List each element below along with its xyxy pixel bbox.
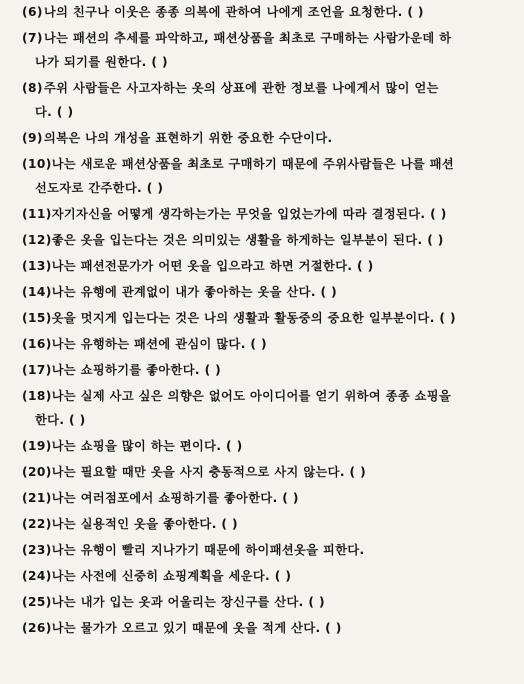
question-text: 나는 실제 사고 싶은 의향은 없어도 아이디어를 얻기 위하여 종종 쇼핑을 <box>51 389 452 403</box>
question-number: (22) <box>22 517 52 531</box>
question-text: 한다. ( ) <box>35 413 86 427</box>
question-number: (7) <box>22 31 43 45</box>
question-item <box>22 132 510 145</box>
question-line <box>22 208 510 221</box>
question-item <box>22 570 510 583</box>
question-number: (8) <box>22 81 43 95</box>
question-item <box>22 466 510 479</box>
question-line <box>22 622 510 635</box>
question-line <box>22 570 510 583</box>
question-text: 나는 새로운 패션상품을 최초로 구매하기 때문에 주위사람들은 나를 패션 <box>51 157 455 171</box>
question-number: (23) <box>22 543 52 557</box>
question-item <box>22 440 510 453</box>
question-text: 나의 친구나 이웃은 종종 의복에 관하여 나에게 조언을 요청한다. ( ) <box>44 5 424 19</box>
question-number: (13) <box>22 259 52 273</box>
question-line <box>22 234 510 247</box>
question-text: 나는 유행에 관계없이 내가 좋아하는 옷을 산다. ( ) <box>51 285 338 299</box>
question-line <box>22 32 510 45</box>
question-line <box>22 260 510 273</box>
question-line <box>22 158 510 171</box>
question-number: (21) <box>22 491 52 505</box>
question-text: 다. ( ) <box>35 105 74 119</box>
question-line <box>22 82 510 95</box>
question-line <box>22 132 510 145</box>
question-line <box>22 466 510 479</box>
question-number: (24) <box>22 569 52 583</box>
question-line <box>22 440 510 453</box>
question-item <box>22 622 510 635</box>
question-line <box>22 286 510 299</box>
question-item <box>22 312 510 325</box>
question-number: (17) <box>22 363 52 377</box>
question-item <box>22 208 510 221</box>
question-number: (15) <box>22 311 52 325</box>
question-item <box>22 260 510 273</box>
question-text: 나는 패션전문가가 어떤 옷을 입으라고 하면 거절한다. ( ) <box>51 259 374 273</box>
question-number: (20) <box>22 465 52 479</box>
question-text: 나는 유행하는 패션에 관심이 많다. ( ) <box>51 337 267 351</box>
question-continuation-line <box>22 56 510 69</box>
question-text: 선도자로 간주한다. ( ) <box>35 181 164 195</box>
question-text: 나는 물가가 오르고 있기 때문에 옷을 적게 산다. ( ) <box>51 621 342 635</box>
question-line <box>22 6 510 19</box>
question-continuation-line <box>22 106 510 119</box>
question-line <box>22 312 510 325</box>
question-item <box>22 492 510 505</box>
question-number: (16) <box>22 337 52 351</box>
question-line <box>22 364 510 377</box>
question-number: (10) <box>22 157 52 171</box>
question-line <box>22 544 510 557</box>
question-number: (26) <box>22 621 52 635</box>
question-text: 나는 내가 입는 옷과 어울리는 장신구를 산다. ( ) <box>51 595 325 609</box>
question-number: (9) <box>22 131 43 145</box>
question-number: (25) <box>22 595 52 609</box>
question-text: 나는 필요할 때만 옷을 사지 충동적으로 사지 않는다. ( ) <box>51 465 367 479</box>
question-number: (12) <box>22 233 52 247</box>
question-text: 나는 실용적인 옷을 좋아한다. ( ) <box>51 517 238 531</box>
question-text: 주위 사람들은 사고자하는 옷의 상표에 관한 정보를 나에게서 많이 얻는 <box>44 81 439 95</box>
question-continuation-line <box>22 414 510 427</box>
question-item <box>22 286 510 299</box>
question-number: (11) <box>22 207 52 221</box>
question-text: 옷을 멋지게 입는다는 것은 나의 생활과 활동중의 중요한 일부분이다. ( ) <box>51 311 456 325</box>
question-text: 나는 여러점포에서 쇼핑하기를 좋아한다. ( ) <box>51 491 299 505</box>
question-line <box>22 492 510 505</box>
question-text: 나가 되기를 원한다. ( ) <box>35 55 168 69</box>
question-item <box>22 596 510 609</box>
question-item <box>22 338 510 351</box>
question-text: 좋은 옷을 입는다는 것은 의미있는 생활을 하게하는 일부분이 된다. ( ) <box>51 233 444 247</box>
question-line <box>22 338 510 351</box>
question-text: 나는 유행이 빨리 지나가기 때문에 하이패션옷을 피한다. <box>51 543 365 557</box>
question-item <box>22 390 510 427</box>
question-line <box>22 596 510 609</box>
question-item <box>22 6 510 19</box>
question-text: 나는 쇼핑을 많이 하는 편이다. ( ) <box>51 439 243 453</box>
question-item <box>22 234 510 247</box>
question-line <box>22 390 510 403</box>
question-item <box>22 32 510 69</box>
question-text: 나는 쇼핑하기를 좋아한다. ( ) <box>51 363 222 377</box>
question-text: 의복은 나의 개성을 표현하기 위한 중요한 수단이다. <box>44 131 333 145</box>
question-number: (18) <box>22 389 52 403</box>
question-continuation-line <box>22 182 510 195</box>
question-line <box>22 518 510 531</box>
question-number: (6) <box>22 5 43 19</box>
question-item <box>22 82 510 119</box>
question-number: (14) <box>22 285 52 299</box>
question-number: (19) <box>22 439 52 453</box>
question-text: 자기자신을 어떻게 생각하는가는 무엇을 입었는가에 따라 결정된다. ( ) <box>51 207 447 221</box>
question-item <box>22 158 510 195</box>
question-item <box>22 364 510 377</box>
question-text: 나는 패션의 추세를 파악하고, 패션상품을 최초로 구매하는 사람가운데 하 <box>44 31 452 45</box>
question-item <box>22 544 510 557</box>
question-item <box>22 518 510 531</box>
question-text: 나는 사전에 신중히 쇼핑계획을 세운다. ( ) <box>51 569 292 583</box>
